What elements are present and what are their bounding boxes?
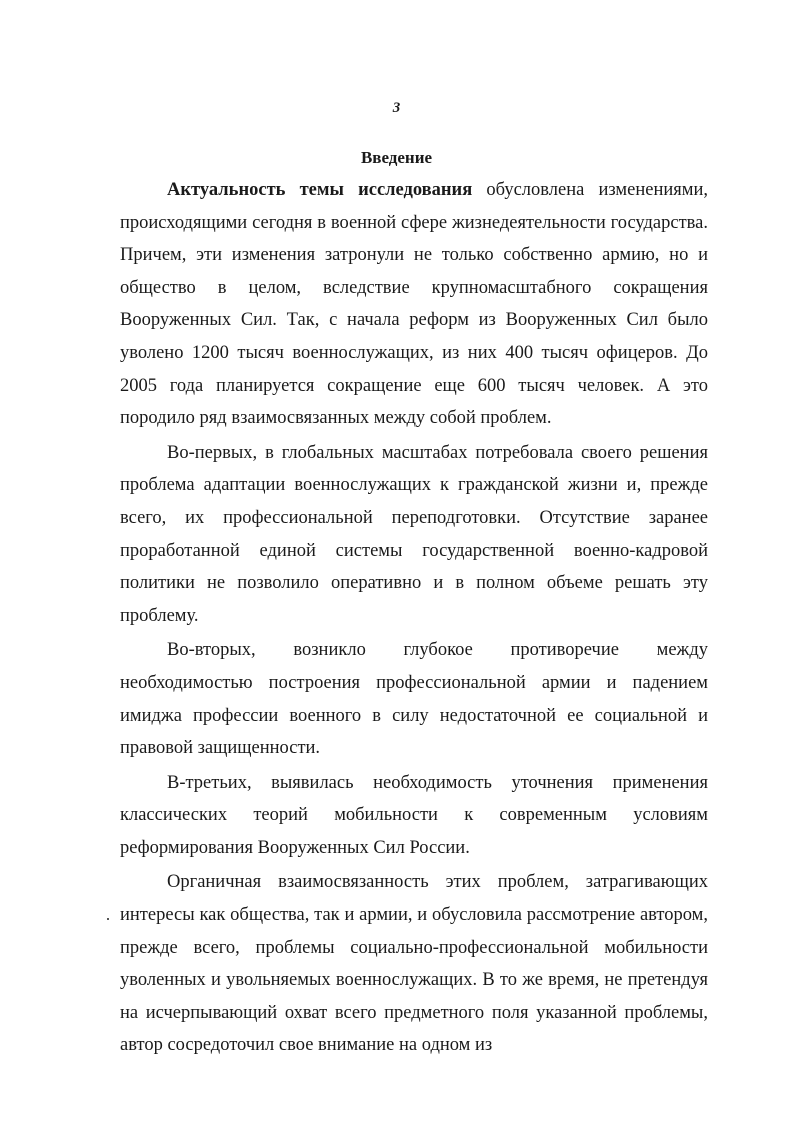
paragraph-text-relevance: обусловлена изменениями, происходящими сегодня в военной сфере жизнедеятельности государства. Причем, эти изменения затронули не только собственно армию, но и общество в целом, вследствие крупномасштабного сокращения Вооруженных Сил. Так, с начала реформ из Вооруженных Сил было уволено 1200 тысяч военнослужащих, из них 400 тысяч офицеров. До 2005 года планируется сокращение еще 600 тысяч человек. А это породило ряд взаимосвязанных между собой проблем. xyxy=(120,180,709,429)
page-number: 3 xyxy=(392,100,401,116)
section-heading: Введение xyxy=(360,148,433,167)
paragraph-lead-relevance: Актуальность темы исследования xyxy=(167,180,473,200)
paragraph-interconnection: Органичная взаимосвязанность этих проблем, затрагивающих интересы как общества, так и армии, и обусловила рассмотрение автором, прежде всего, проблемы социально-профессиональной мобильности уволенных и увольняемых военнослужащих. В то же время, не претендуя на исчерпывающий охват всего предметного поля указанной проблемы, автор сосредоточил свое внимание на одном из xyxy=(120,872,708,1056)
body-text xyxy=(120,174,708,1062)
paragraph-firstly: Во-первых, в глобальных масштабах потребовала своего решения проблема адаптации военнослужащих к гражданской жизни и, прежде всего, их профессиональной переподготовки. Отсутствие заранее проработанной единой системы государственной военно-кадровой политики не позволило оперативно и в полном объеме решать эту проблему. xyxy=(120,442,708,626)
scan-artifact-dot xyxy=(107,918,109,920)
paragraph-relevance xyxy=(120,174,708,435)
paragraph-secondly: Во-вторых, возникло глубокое противоречие между необходимостью построения профессиональной армии и падением имиджа профессии военного в силу недостаточной ее социальной и правовой защищенности. xyxy=(120,640,708,759)
paragraph-thirdly: В-третьих, выявилась необходимость уточнения применения классических теорий мобильности к современным условиям реформирования Вооруженных Сил России. xyxy=(120,772,708,858)
